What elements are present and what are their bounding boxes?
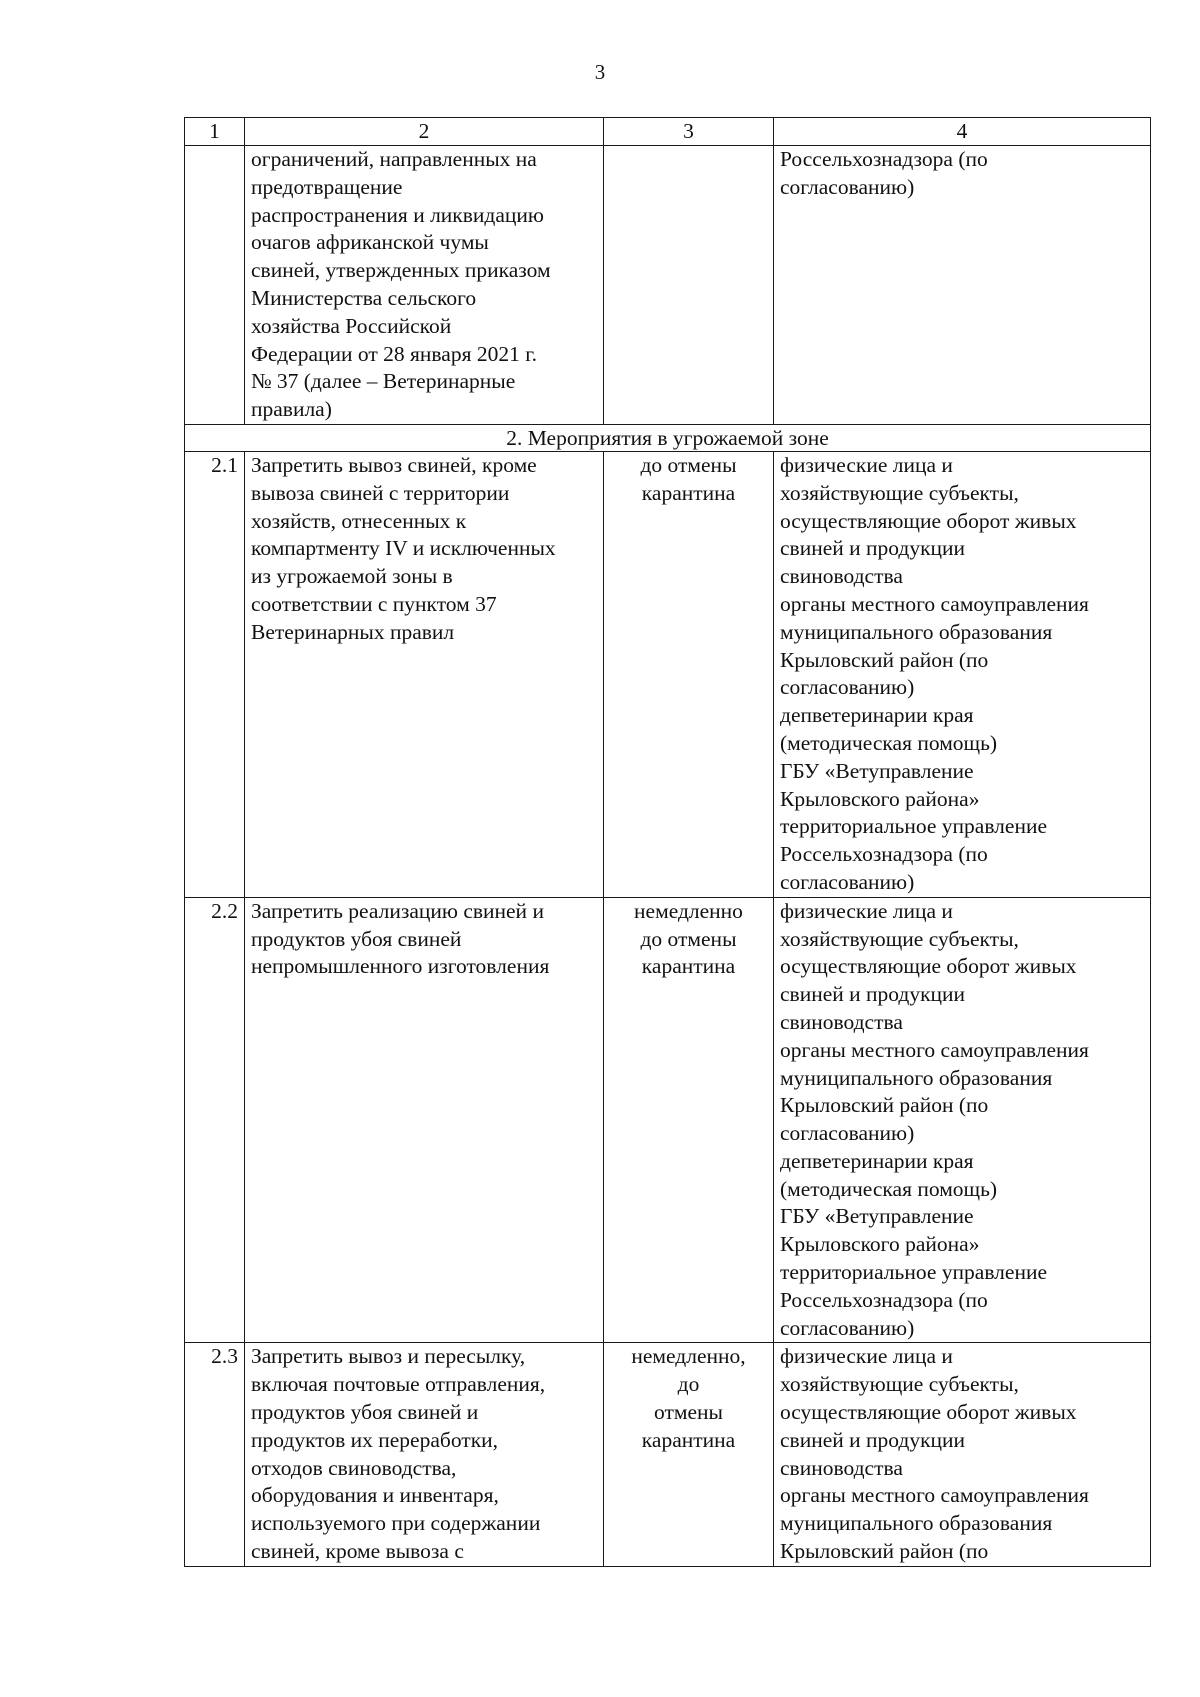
cell-text-line: органы местного самоуправления xyxy=(780,1037,1089,1062)
cell-text-line: Ветеринарных правил xyxy=(251,619,455,644)
cell-text-line: немедленно xyxy=(634,898,743,923)
cell-text-line: Запретить вывоз свиней, кроме xyxy=(251,452,537,477)
cell-text-line: немедленно, xyxy=(631,1344,746,1369)
section-title: 2. Мероприятия в угрожаемой зоне xyxy=(185,424,1151,451)
table-row xyxy=(185,897,1151,1343)
cell-text-line: хозяйствующие субъекты, xyxy=(780,926,1019,951)
deadline-cell xyxy=(604,146,774,425)
table-row xyxy=(185,451,1151,897)
cell-text-line: продуктов убоя свиней xyxy=(251,926,462,951)
cell-text-line: правила) xyxy=(251,397,332,422)
column-number-4: 4 xyxy=(774,118,1151,146)
cell-text-line: включая почтовые отправления, xyxy=(251,1372,546,1397)
cell-text-line: согласованию) xyxy=(780,869,915,894)
cell-text-line: свиней, кроме вывоза с xyxy=(251,1539,464,1564)
responsible-cell xyxy=(774,146,1151,425)
measure-cell xyxy=(245,451,604,897)
column-number-3: 3 xyxy=(604,118,774,146)
cell-text-line: согласованию) xyxy=(780,1315,915,1340)
cell-text-line: свиноводства xyxy=(780,1009,903,1034)
cell-text-line: хозяйствующие субъекты, xyxy=(780,1372,1019,1397)
cell-text-line: физические лица и xyxy=(780,898,953,923)
deadline-cell xyxy=(604,451,774,897)
cell-text-line: до xyxy=(677,1372,700,1397)
cell-text-line: депветеринарии края xyxy=(780,1148,974,1173)
cell-text-line: ограничений, направленных на xyxy=(251,147,537,171)
cell-text-line: согласованию) xyxy=(780,1121,915,1146)
cell-text-line: отходов свиноводства, xyxy=(251,1455,457,1480)
page-number: 3 xyxy=(594,60,606,84)
cell-text-line: согласованию) xyxy=(780,675,915,700)
cell-text-line: хозяйствующие субъекты, xyxy=(780,480,1019,505)
cell-text-line: свиней, утвержденных приказом xyxy=(251,258,551,283)
table-row xyxy=(185,146,1151,425)
cell-text-line: физические лица и xyxy=(780,1344,953,1369)
cell-text-line: очагов африканской чумы xyxy=(251,230,489,255)
cell-text-line: муниципального образования xyxy=(780,1511,1053,1536)
cell-text-line: депветеринарии края xyxy=(780,703,974,728)
responsible-cell xyxy=(774,1343,1151,1566)
cell-text-line: свиноводства xyxy=(780,1455,903,1480)
cell-text-line: из угрожаемой зоны в xyxy=(251,564,453,589)
cell-text-line: предотвращение xyxy=(251,174,403,199)
cell-text-line: оборудования и инвентаря, xyxy=(251,1483,499,1508)
column-number-row xyxy=(185,118,1151,146)
cell-text-line: Крыловского района» xyxy=(780,786,980,811)
cell-text-line: карантина xyxy=(641,1427,736,1452)
deadline-cell xyxy=(604,897,774,1343)
cell-text-line: компартменту IV и исключенных xyxy=(251,536,556,561)
row-number: 2.1 xyxy=(185,451,245,897)
cell-text-line: свиней и продукции xyxy=(780,536,966,561)
cell-text-line: распространения и ликвидацию xyxy=(251,202,544,227)
cell-text-line: Крыловский район (по xyxy=(780,1093,989,1118)
cell-text-line: согласованию) xyxy=(780,174,915,199)
cell-text-line: органы местного самоуправления xyxy=(780,1483,1089,1508)
cell-text-line: Россельхознадзора (по xyxy=(780,842,988,867)
cell-text-line: органы местного самоуправления xyxy=(780,591,1089,616)
column-number-1: 1 xyxy=(185,118,245,146)
cell-text-line: осуществляющие оборот живых xyxy=(780,1400,1077,1425)
cell-text-line: территориальное управление xyxy=(780,814,1048,839)
cell-text-line: карантина xyxy=(641,480,736,505)
measure-cell xyxy=(245,897,604,1343)
responsible-cell xyxy=(774,897,1151,1343)
cell-text-line: соответствии с пунктом 37 xyxy=(251,591,497,616)
cell-text-line: территориальное управление xyxy=(780,1260,1048,1285)
cell-text-line: хозяйства Российской xyxy=(251,313,452,338)
cell-text-line: Россельхознадзора (по xyxy=(780,147,988,171)
cell-text-line: физические лица и xyxy=(780,452,953,477)
cell-text-line: вывоза свиней с территории xyxy=(251,480,510,505)
cell-text-line: Федерации от 28 января 2021 г. xyxy=(251,341,537,366)
cell-text-line: Запретить реализацию свиней и xyxy=(251,898,544,923)
cell-text-line: ГБУ «Ветуправление xyxy=(780,758,974,783)
cell-text-line: свиней и продукции xyxy=(780,1427,966,1452)
cell-text-line: до отмены xyxy=(640,452,737,477)
row-number: 2.2 xyxy=(185,897,245,1343)
measures-table xyxy=(184,117,1151,1567)
cell-text-line: Министерства сельского xyxy=(251,285,477,310)
cell-text-line: непромышленного изготовления xyxy=(251,954,550,979)
cell-text-line: продуктов их переработки, xyxy=(251,1427,499,1452)
cell-text-line: Крыловский район (по xyxy=(780,1539,989,1564)
row-number: 2.3 xyxy=(185,1343,245,1566)
cell-text-line: используемого при содержании xyxy=(251,1511,541,1536)
column-number-2: 2 xyxy=(245,118,604,146)
cell-text-line: № 37 (далее – Ветеринарные xyxy=(251,369,516,394)
cell-text-line: (методическая помощь) xyxy=(780,1176,998,1201)
cell-text-line: осуществляющие оборот живых xyxy=(780,954,1077,979)
cell-text-line: свиней и продукции xyxy=(780,982,966,1007)
cell-text-line: осуществляющие оборот живых xyxy=(780,508,1077,533)
deadline-cell xyxy=(604,1343,774,1566)
measure-cell xyxy=(245,1343,604,1566)
cell-text-line: хозяйств, отнесенных к xyxy=(251,508,467,533)
cell-text-line: до отмены xyxy=(640,926,737,951)
responsible-cell xyxy=(774,451,1151,897)
row-number xyxy=(185,146,245,425)
cell-text-line: Запретить вывоз и пересылку, xyxy=(251,1344,526,1369)
cell-text-line: Россельхознадзора (по xyxy=(780,1287,988,1312)
cell-text-line: ГБУ «Ветуправление xyxy=(780,1204,974,1229)
cell-text-line: муниципального образования xyxy=(780,1065,1053,1090)
cell-text-line: муниципального образования xyxy=(780,619,1053,644)
cell-text-line: продуктов убоя свиней и xyxy=(251,1400,479,1425)
cell-text-line: Крыловского района» xyxy=(780,1232,980,1257)
section-row xyxy=(185,424,1151,451)
cell-text-line: свиноводства xyxy=(780,564,903,589)
measure-cell xyxy=(245,146,604,425)
cell-text-line: отмены xyxy=(654,1400,723,1425)
cell-text-line: карантина xyxy=(641,954,736,979)
table-row xyxy=(185,1343,1151,1566)
cell-text-line: (методическая помощь) xyxy=(780,730,998,755)
cell-text-line: Крыловский район (по xyxy=(780,647,989,672)
